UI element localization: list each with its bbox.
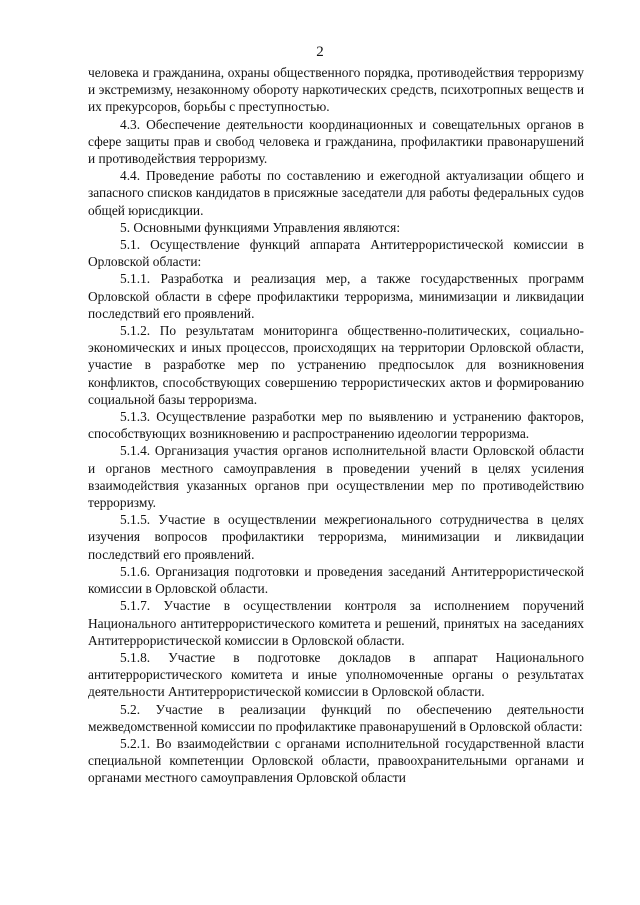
paragraph-5-1-7: 5.1.7. Участие в осуществлении контроля за исполнением поручений Национального антитеррористического комитета и решений, принятых на заседаниях Антитеррористической комиссии в Орловской области. bbox=[88, 598, 584, 648]
paragraph-5-1-4: 5.1.4. Организация участия органов исполнительной власти Орловской области и органов местного самоуправления в проведении учений в целях усиления взаимодействия указанных органов при осуществлении мер по противодействию терроризму. bbox=[88, 443, 584, 511]
paragraph-4-3: 4.3. Обеспечение деятельности координационных и совещательных органов в сфере защиты прав и свобод человека и гражданина, профилактики правонарушений и противодействия терроризму. bbox=[88, 116, 584, 167]
paragraph-5-1-2: 5.1.2. По результатам мониторинга общественно-политических, социально-экономических и иных процессов, происходящих на территории Орловской области, участие в разработке мер по устранению предпосылок для возникновения конфликтов, способствующих совершению террористических актов и формированию социальной базы терроризма. bbox=[88, 323, 584, 407]
paragraph-5-2: 5.2. Участие в реализации функций по обеспечению деятельности межведомственной комиссии по профилактике правонарушений в Орловской области: bbox=[88, 701, 584, 734]
paragraph-5: 5. Основными функциями Управления являются: bbox=[120, 219, 401, 235]
paragraph-5-1-6: 5.1.6. Организация подготовки и проведения заседаний Антитеррористической комиссии в Орловской области. bbox=[88, 563, 584, 597]
paragraph-5-2-1: 5.2.1. Во взаимодействии с органами исполнительной государственной власти специальной компетенции Орловской области, правоохранительными органами и органами местного самоуправления Орловской области bbox=[88, 735, 584, 786]
document-body bbox=[88, 64, 584, 787]
page-number: 2 bbox=[316, 44, 324, 60]
paragraph-5-1: 5.1. Осуществление функций аппарата Антитеррористической комиссии в Орловской области: bbox=[88, 237, 584, 270]
paragraph-4-4: 4.4. Проведение работы по составлению и ежегодной актуализации общего и запасного списков кандидатов в присяжные заседатели для работы федеральных судов общей юрисдикции. bbox=[88, 168, 584, 218]
paragraph-continuation: человека и гражданина, охраны общественного порядка, противодействия терроризму и экстремизму, незаконному обороту наркотических средств, психотропных веществ и их прекурсоров, борьбы с преступностью. bbox=[88, 65, 584, 115]
paragraph-5-1-5: 5.1.5. Участие в осуществлении межрегионального сотрудничества в целях изучения вопросов профилактики терроризма, минимизации и ликвидации последствий его проявлений. bbox=[88, 512, 584, 562]
paragraph-5-1-3: 5.1.3. Осуществление разработки мер по выявлению и устранению факторов, способствующих возникновению и распространению идеологии терроризма. bbox=[88, 409, 584, 442]
paragraph-5-1-1: 5.1.1. Разработка и реализация мер, а также государственных программ Орловской области в сфере профилактики терроризма, минимизации и ликвидации последствий его проявлений. bbox=[88, 271, 584, 321]
paragraph-5-1-8: 5.1.8. Участие в подготовке докладов в аппарат Национального антитеррористического комитета и иные уполномоченные органы о результатах деятельности Антитеррористической комиссии в Орловской области. bbox=[88, 649, 584, 700]
